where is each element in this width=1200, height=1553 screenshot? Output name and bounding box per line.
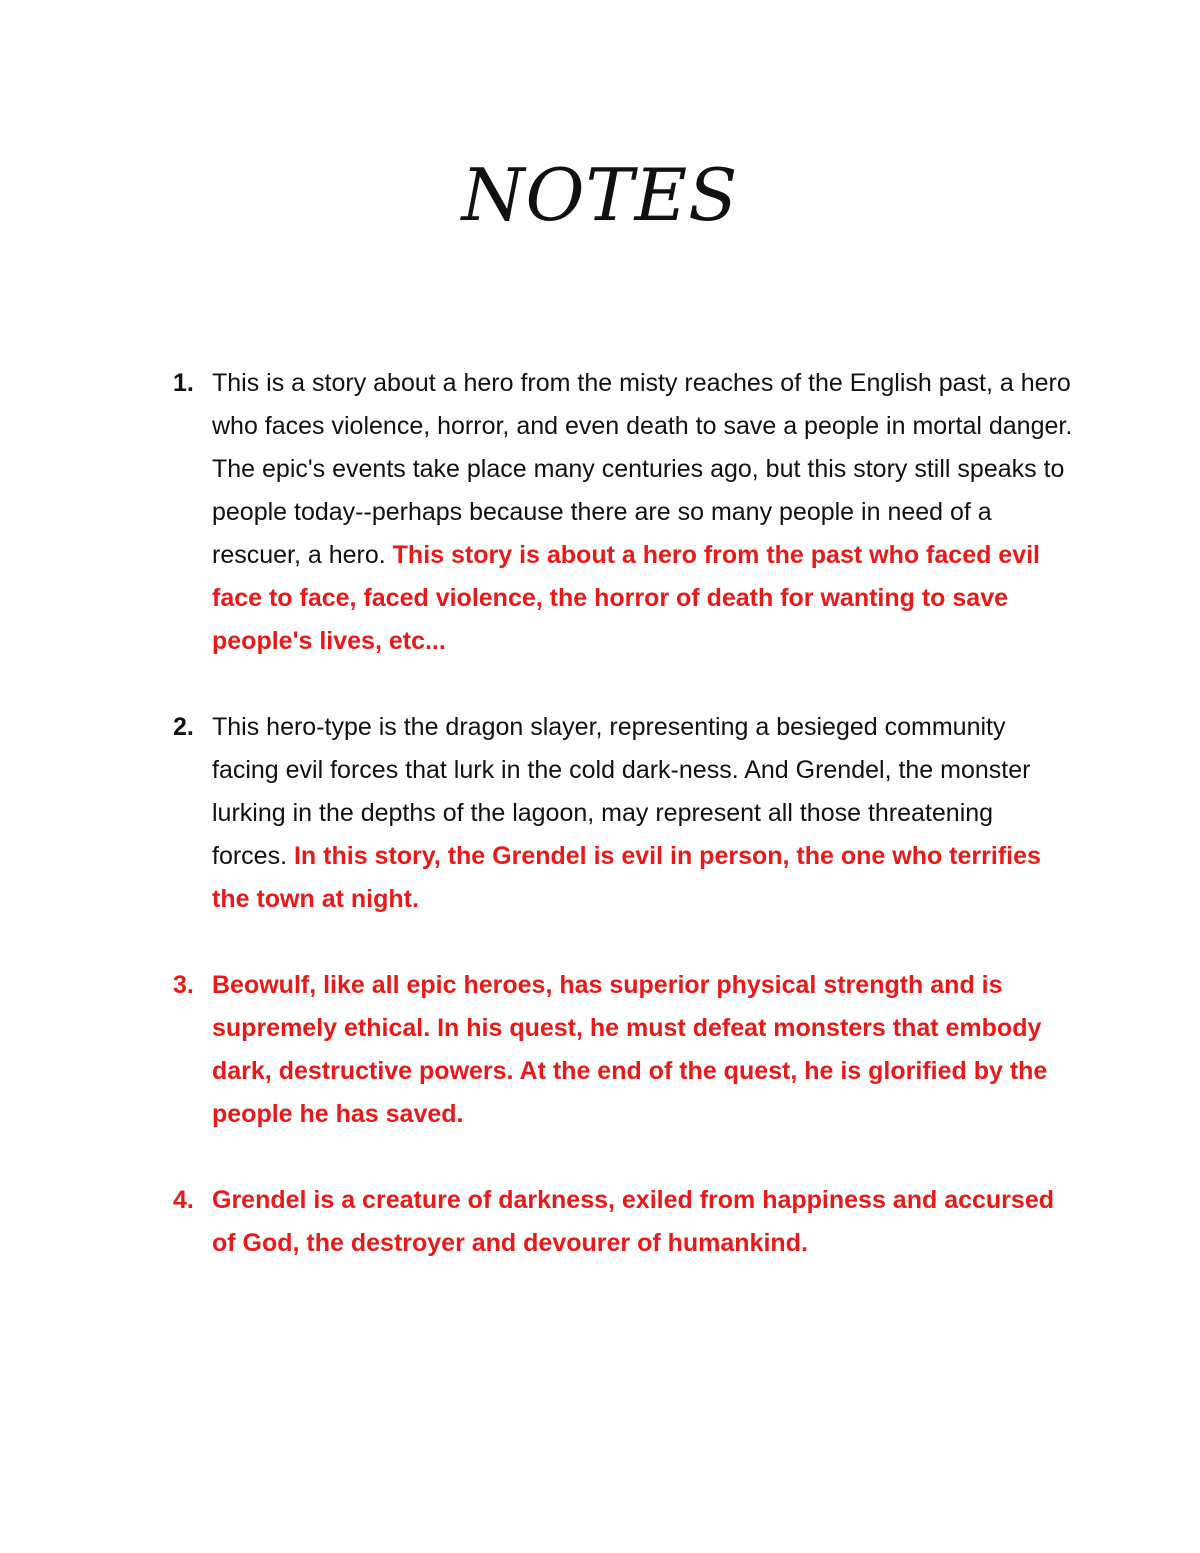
note-number: 1.	[173, 369, 194, 397]
note-item-3	[0, 964, 1074, 1136]
note-text-red: In this story, the Grendel is evil in person, the one who terrifies the town at night.	[212, 842, 1041, 913]
note-number: 2.	[173, 713, 194, 741]
note-item-1	[0, 362, 1074, 663]
page-title: NOTES	[461, 153, 739, 237]
note-text-red: This story is about a hero from the past who faced evil face to face, faced violence, the horror of death for wanting to save people's lives, etc...	[212, 541, 1041, 655]
note-text-red: Beowulf, like all epic heroes, has superior physical strength and is supremely ethical. In his quest, he must defeat monsters that embody dark, destructive powers. At the end of the quest, he is glorified by the people he has saved.	[212, 971, 1048, 1128]
notes-list	[0, 362, 1200, 1308]
note-text-red: Grendel is a creature of darkness, exiled from happiness and accursed of God, the destroyer and devourer of humankind.	[212, 1186, 1054, 1257]
note-text-black: This is a story about a hero from the misty reaches of the English past, a hero who faces violence, horror, and even death to save a people in mortal danger. The epic's events take place many centuries ago, but this story still speaks to people today--perhaps because there are so many people in need of a rescuer, a hero.	[212, 369, 1073, 569]
note-item-4	[0, 1179, 1074, 1265]
note-number: 4.	[173, 1186, 194, 1214]
note-item-2	[0, 706, 1074, 921]
note-text-black: This hero-type is the dragon slayer, representing a besieged community facing evil forces that lurk in the cold dark-ness. And Grendel, the monster lurking in the depths of the lagoon, may represent all those threatening forces.	[212, 713, 1031, 870]
note-number: 3.	[173, 971, 194, 999]
